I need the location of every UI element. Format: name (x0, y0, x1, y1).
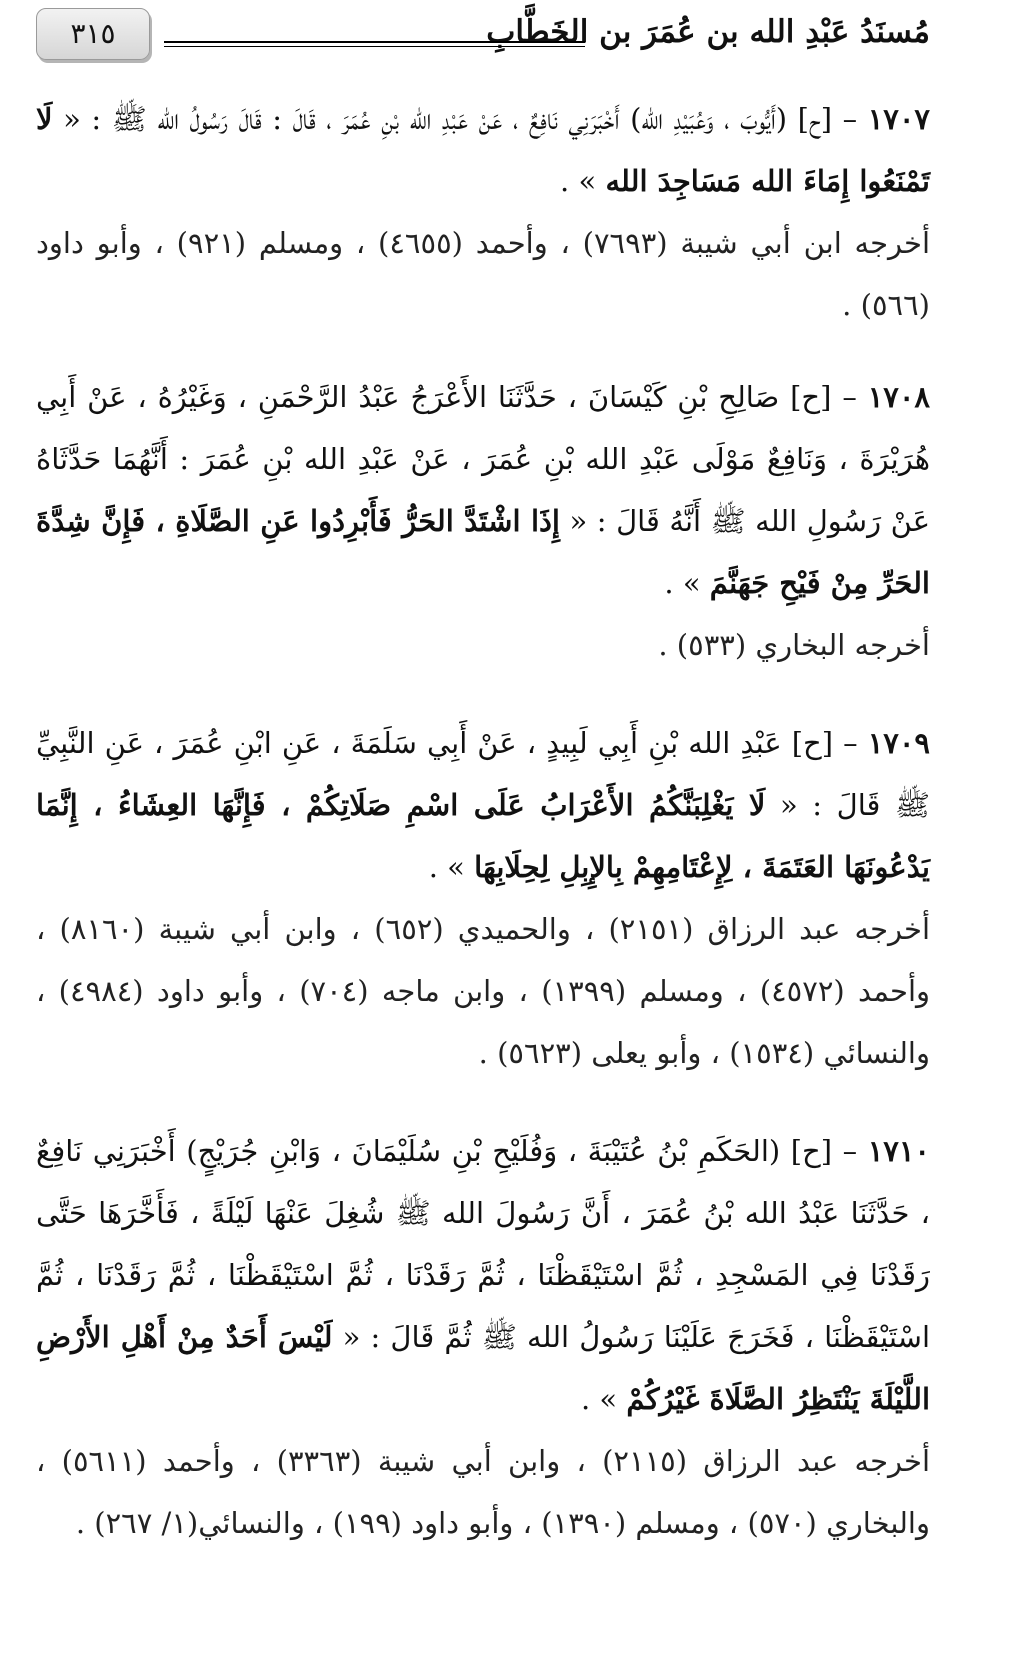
header-rule (164, 41, 585, 47)
page-content (36, 88, 930, 1554)
hadith-entry (36, 366, 930, 676)
hadith-chain: – [ح] (الحَكَمِ بْنُ عُتَيْبَةَ ، وَفُلَيْحِ بْنِ سُلَيْمَانَ ، وَابْنِ جُرَيْجٍ) أَخْبَرَنِي نَافِعٌ ، حَدَّثَنَا عَبْدُ الله بْنُ عُمَرَ ، أَنَّ رَسُولَ الله ﷺ شُغِلَ عَنْهَا لَيْلَةً ، فَأَخَّرَهَا حَتَّى رَقَدْنَا فِي المَسْجِدِ ، ثُمَّ اسْتَيْقَظْنَا ، ثُمَّ رَقَدْنَا ، ثُمَّ اسْتَيْقَظْنَا ، ثُمَّ رَقَدْنَا ، ثُمَّ اسْتَيْقَظْنَا ، فَخَرَجَ عَلَيْنَا رَسُولُ الله ﷺ ثُمَّ قَالَ : « (36, 1134, 931, 1354)
hadith-matn: لَا يَغْلِبَنَّكُمُ الأَعْرَابُ عَلَى اسْمِ صَلَاتِكُمْ ، فَإِنَّهَا العِشَاءُ ، إِنَّمَا يَدْعُونَهَا العَتَمَةَ ، لِإِعْتَامِهِمْ بِالإِبِلِ لِحِلَابِهَا (36, 788, 930, 884)
hadith-chain: – [ح] (أَيُّوبَ ، وَعُبَيْدِ الله) أَخْبَرَنِي نَافِعٌ ، عَنْ عَبْدِ الله بْنِ عُمَرَ ، قَالَ : قَالَ رَسُولُ الله ﷺ : « (52, 102, 868, 136)
hadith-close: » . (560, 164, 606, 198)
hadith-entry (36, 88, 930, 336)
hadith-number: ١٧٠٩ (867, 726, 930, 760)
hadith-text (36, 366, 930, 614)
hadith-number: ١٧٠٧ (867, 102, 930, 136)
hadith-chain: – [ح] عَبْدِ الله بْنِ أَبِي لَبِيدٍ ، عَنْ أَبِي سَلَمَةَ ، عَنِ ابْنِ عُمَرَ ، عَنِ النَّبِيِّ ﷺ قَالَ : « (36, 726, 931, 822)
hadith-matn: إِذَا اشْتَدَّ الحَرُّ فَأَبْرِدُوا عَنِ الصَّلَاةِ ، فَإِنَّ شِدَّةَ الحَرِّ مِنْ فَيْحِ جَهَنَّمَ (36, 504, 930, 600)
takhrij-note: أخرجه ابن أبي شيبة (٧٦٩٣) ، وأحمد (٤٦٥٥) ، ومسلم (٩٢١) ، وأبو داود (٥٦٦) . (36, 226, 931, 322)
takhrij-note: أخرجه عبد الرزاق (٢١٥١) ، والحميدي (٦٥٢) ، وابن أبي شيبة (٨١٦٠) ، وأحمد (٤٥٧٢) ، ومسلم (١٣٩٩) ، وابن ماجه (٧٠٤) ، وأبو داود (٤٩٨٤) ، والنسائي (١٥٣٤) ، وأبو يعلى (٥٦٢٣) . (36, 912, 931, 1070)
running-title: مُسنَدُ عَبْدِ الله بن عُمَرَ بن الخَطَّابِ (486, 14, 930, 50)
page-header (36, 8, 930, 68)
hadith-chain: – [ح] صَالِحِ بْنِ كَيْسَانَ ، حَدَّثَنَا الأَعْرَجُ عَبْدُ الرَّحْمَنِ ، وَغَيْرُهُ ، عَنْ أَبِي هُرَيْرَةَ ، وَنَافِعٌ مَوْلَى عَبْدِ الله بْنِ عُمَرَ ، عَنْ عَبْدِ الله بْنِ عُمَرَ : أَنَّهُمَا حَدَّثَاهُ عَنْ رَسُولِ الله ﷺ أَنَّهُ قَالَ : « (36, 380, 930, 538)
takhrij-note: أخرجه عبد الرزاق (٢١١٥) ، وابن أبي شيبة (٣٣٦٣) ، وأحمد (٥٦١١) ، والبخاري (٥٧٠) ، ومسلم (١٣٩٠) ، وأبو داود (١٩٩) ، والنسائي(١/ ٢٦٧) . (36, 1444, 931, 1540)
hadith-number: ١٧١٠ (867, 1134, 930, 1168)
hadith-close: » . (664, 566, 710, 600)
hadith-matn: لَا تَمْنَعُوا إِمَاءَ الله مَسَاجِدَ الله (36, 102, 930, 198)
hadith-close: » . (428, 850, 475, 884)
hadith-number: ١٧٠٨ (867, 380, 930, 414)
hadith-text (36, 88, 930, 212)
hadith-close: » . (580, 1382, 627, 1416)
hadith-text (36, 712, 930, 898)
hadith-entry (36, 1120, 930, 1554)
hadith-text (36, 1120, 930, 1430)
takhrij-note: أخرجه البخاري (٥٣٣) . (658, 628, 930, 662)
hadith-matn: لَيْسَ أَحَدٌ مِنْ أَهْلِ الأَرْضِ اللَّيْلَةَ يَنْتَظِرُ الصَّلَاةَ غَيْرُكُمْ (36, 1320, 930, 1416)
page-number-tab: ٣١٥ (36, 8, 150, 60)
hadith-entry (36, 712, 930, 1084)
